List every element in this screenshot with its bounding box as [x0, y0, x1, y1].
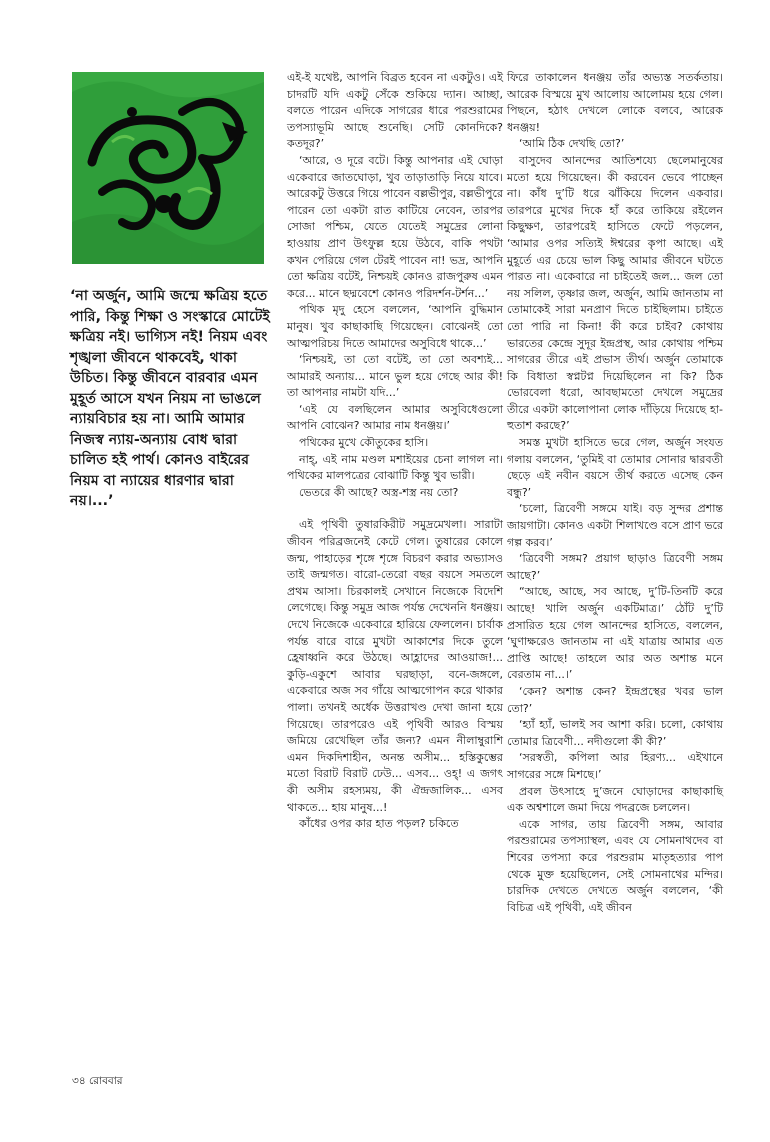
paragraph: কাঁধের ওপর কার হাত পড়ল? চকিতে [299, 817, 459, 831]
paragraph: পথিকের মুখে কৌতুকের হাসি। [299, 436, 429, 450]
paragraph: সমস্ত মুখটা হাসিতে ভরে গেল, অর্জুন সংযত গলায় বললেন, ‘তুমিই বা তোমার সোনার দ্বারবতী ছেড়ে এই নবীন বয়সে তীর্থ করতে এসেছ কেন বন্ধু?’ [507, 436, 723, 499]
paragraph: ‘হ্যাঁ হ্যাঁ, ভালই সব আশা করি। চলো, কোথায় তোমার ত্রিবেণী... নদীগুলো কী কী?’ [507, 718, 723, 748]
paragraph: “আছে, আছে, সব আছে, দু’টি-তিনটি করে আছে! খালি অর্জুন একটিমাত্র।’ ঠোঁট দু’টি প্রসারিত হয়ে গেল আনন্দের হাসিতে, বললেন, ‘ঘুণাক্ষরেও জানতাম না এই যাত্রায় আমার এত প্রাপ্তি আছে! তাহলে আর অত অশান্ত মনে বেরতাম না...।’ [507, 585, 723, 682]
article-column-2 [287, 70, 503, 833]
paragraph: নাহ্, এই নাম মণ্ডল মশাইয়ের চেনা লাগল না। পথিকের মালপত্রের বোঝাটি কিন্তু খুব ভারী। [287, 452, 503, 483]
paragraph: বাসুদেব আনন্দের আতিশয্যে ছেলেমানুষের মতো হয়ে গিয়েছেন। কী করবেন ভেবে পাচ্ছেন না। কাঁধ দু’টি ধরে ঝাঁকিয়ে দিলেন একবার। তারপরে মুখের দিকে হাঁ করে তাকিয়ে রইলেন কিছুক্ষণ, তারপরেই হাসিতে ফেটে পড়লেন, ‘আমার ওপর সত্যিই ঈশ্বরের কৃপা আছে। এই মুহূর্তে এর চেয়ে ভাল কিছু আমার জীবনে ঘটতে পারত না। একেবারে না চাইতেই জল... জল তো নয় সলিল, তৃষ্ণার জল, অর্জুন, আমি জানতাম না তোমাকেই সারা মনপ্রাণ দিতে চাইছিলাম। চাইতে তো পারি না কিনা! কী করে চাইব? কোথায় ভারতের কেন্দ্রে সুদূর ইন্দ্রপ্রস্থ, আর কোথায় পশ্চিম সাগরের তীরে এই প্রভাস তীর্থ। অর্জুন তোমাকে কি বিধাতা স্বপ্নটপ্ন দিয়েছিলেন না কি? ঠিক ভোরবেলা ধরো, আবছামতো দেখলে সমুদ্রের তীরে একটা কালোপানা লোক দাঁড়িয়ে দিয়েছে হা-হুতাশ করছে?’ [507, 153, 723, 433]
paragraph: ‘সরস্বতী, কপিলা আর হিরণ্য... এইখানে সাগরের সঙ্গে মিশছে।’ [507, 751, 723, 781]
paragraph: প্রবল উৎসাহে দু’জনে ঘোড়াদের কাছাকাছি এক অশ্বশালে জমা দিয়ে পদব্রজে চললেন। [507, 784, 723, 815]
article-column-3 [507, 70, 723, 916]
section-name: রোববার [88, 1075, 123, 1087]
paragraph: ‘নিশ্চয়ই, তা তো বটেই, তা তো অবশ্যই... আমারই অন্যায়... মানে ভুল হয়ে গেছে আর কী! তা আপনার নামটা যদি...’ [287, 353, 503, 400]
page-footer [72, 1074, 123, 1091]
paragraph: ‘ত্রিবেণী সঙ্গম? প্রয়াগ ছাড়াও ত্রিবেণী সঙ্গম আছে?’ [507, 552, 723, 582]
abstract-art-illustration [72, 72, 264, 264]
paragraph: পথিক মৃদু হেসে বললেন, ‘আপনি বুদ্ধিমান মানুষ। খুব কাছাকাছি গিয়েছেন। বোঝেনই তো আত্মপরিচয় দিতে আমাদের অসুবিধে থাকে...’ [287, 303, 503, 350]
section-break [287, 501, 503, 517]
paragraph: এই পৃথিবী তুষারকিরীট সমুদ্রমেখলা। সারাটা জীবন পরিব্রজনেই কেটে গেল। তুষারের কোলে জন্ম, পাহাড়ের শৃঙ্গে শৃঙ্গে বিচরণ করার অভ্যাসও তাই জন্মগত। বারো-তেরো বছর বয়সে সমতলে প্রথম আসা। চিরকালই সেখানে নিজেকে বিদেশি লেগেছে। কিন্তু সমুদ্র আজ পর্যন্ত দেখেননি ধনঞ্জয়। দেখে নিজেকে একেবারে হারিয়ে ফেললেন। চার্বাক পর্যন্ত বারে বারে মুখটা আকাশের দিকে তুলে হ্রেষাধ্বনি করে উঠছে। আহ্লাদের আওয়াজ!... কুড়ি-একুশে আবার ঘরছাড়া, বনে-জঙ্গলে, একেবারে অজ সব গাঁয়ে আত্মগোপন করে থাকার পালা। তখনই অর্ধেক উত্তরাখণ্ড দেখা জানা হয়ে গিয়েছে। তারপরেও এই পৃথিবী আরও বিস্ময় জমিয়ে রেখেছিল তাঁর জন্য? এমন নীলাম্বুরাশি এমন দিকদিশাহীন, অনন্ত অসীম... হস্তিকুম্ভের মতো বিরাট বিরাট ঢেউ... এসব... ওহ্! এ জগৎ কী অসীম রহস্যময়, কী ঐন্দ্রজালিক... এসব থাকতে... হায় মানুষ...! [287, 518, 503, 814]
illustration-art [72, 72, 264, 264]
page-number: ৩৪ [72, 1075, 86, 1087]
paragraph: ‘চলো, ত্রিবেণী সঙ্গমে যাই। বড় সুন্দর প্রশান্ত জায়গাটা। কোনও একটা শিলাখণ্ডে বসে প্রাণ ভরে গল্প করব।’ [507, 502, 723, 549]
paragraph: ভেতরে কী আছে? অস্ত্র-শস্ত্র নয় তো? [299, 485, 459, 499]
paragraph: ‘এই যে বলছিলেন আমার অসুবিধেগুলো আপনি বোঝেন? আমার নাম ধনঞ্জয়।’ [287, 402, 503, 433]
paragraph: ‘আরে, ও দূরে বটে। কিন্তু আপনার এই ঘোড়া একেবারে জাতঘোড়া, খুব তাড়াতাড়ি নিয়ে যাবে। আরেকটু উত্তরে গিয়ে পাবেন বল্লভীপুর, বল্লভীপুরে পারেন তো একটা রাত কাটিয়ে নেবেন, তারপর সোজা পশ্চিম, যেতে যেতেই সমুদ্রের লোনা হাওয়ায় প্রাণ উৎফুল্ল হয়ে উঠবে, বাকি পথটা কখন পেরিয়ে গেল টেরই পাবেন না! ভদ্র, আপনি তো ক্ষত্রিয় বটেই, নিশ্চয়ই কোনও রাজপুরুষ এমন করে... মানে ছদ্মবেশে কোনও পরিদর্শন-টর্শন...’ [287, 153, 503, 300]
paragraph: ‘আমি ঠিক দেখছি তো?’ [519, 137, 625, 151]
paragraph: একে সাগর, তায় ত্রিবেণী সঙ্গম, আবার পরশুরামের তপস্যাস্থল, এবং যে সোমনাথদেব বা শিবের তপস্যা করে পরশুরাম মাতৃহত্যার পাপ থেকে মুক্ত হয়েছিলেন, সেই সোমনাথের মন্দির। চারদিক দেখতে দেখতে অর্জুন বললেন, ‘কী বিচিত্র এই পৃথিবী, এই জীবন [507, 817, 723, 914]
paragraph: ফিরে তাকালেন ধনঞ্জয় তাঁর অভ্যস্ত সতর্কতায়। আরেক বিস্ময়ে মুখ আলোয় আলোময় হয়ে গেল। পিছনে, হঠাৎ দেখলে লোকে বলবে, আরেক ধনঞ্জয়! [507, 71, 723, 134]
pull-quote: ‘না অর্জুন, আমি জন্মে ক্ষত্রিয় হতে পারি, কিন্তু শিক্ষা ও সংস্কারে মোটেই ক্ষত্রিয় নই। ভাগ্যিস নই! নিয়ম এবং শৃঙ্খলা জীবনে থাকবেই, থাকা উচিত। কিন্তু জীবনে বারবার এমন মুহূর্ত আসে যখন নিয়ম না ভাঙলে ন্যায়বিচার হয় না। আমি আমার নিজস্ব ন্যায়-অন্যায় বোধ দ্বারা চালিত হই পার্থ। কোনও বাইরের নিয়ম বা ন্যায়ের ধারণার দ্বারা নয়।...’ [70, 288, 270, 509]
paragraph: এই-ই যথেষ্ট, আপনি বিব্রত হবেন না একটুও। এই চাদরটি যদি একটু সেঁকে শুকিয়ে দ্যান। আচ্ছা, বলতে পারেন এদিকে সাগরের ধারে পরশুরামের তপস্যাভূমি আছে শুনেছি। সেটি কোনদিকে? কতদূর?’ [287, 71, 503, 151]
paragraph: ‘কেন? অশান্ত কেন? ইন্দ্রপ্রস্থের খবর ভাল তো?’ [507, 684, 723, 715]
